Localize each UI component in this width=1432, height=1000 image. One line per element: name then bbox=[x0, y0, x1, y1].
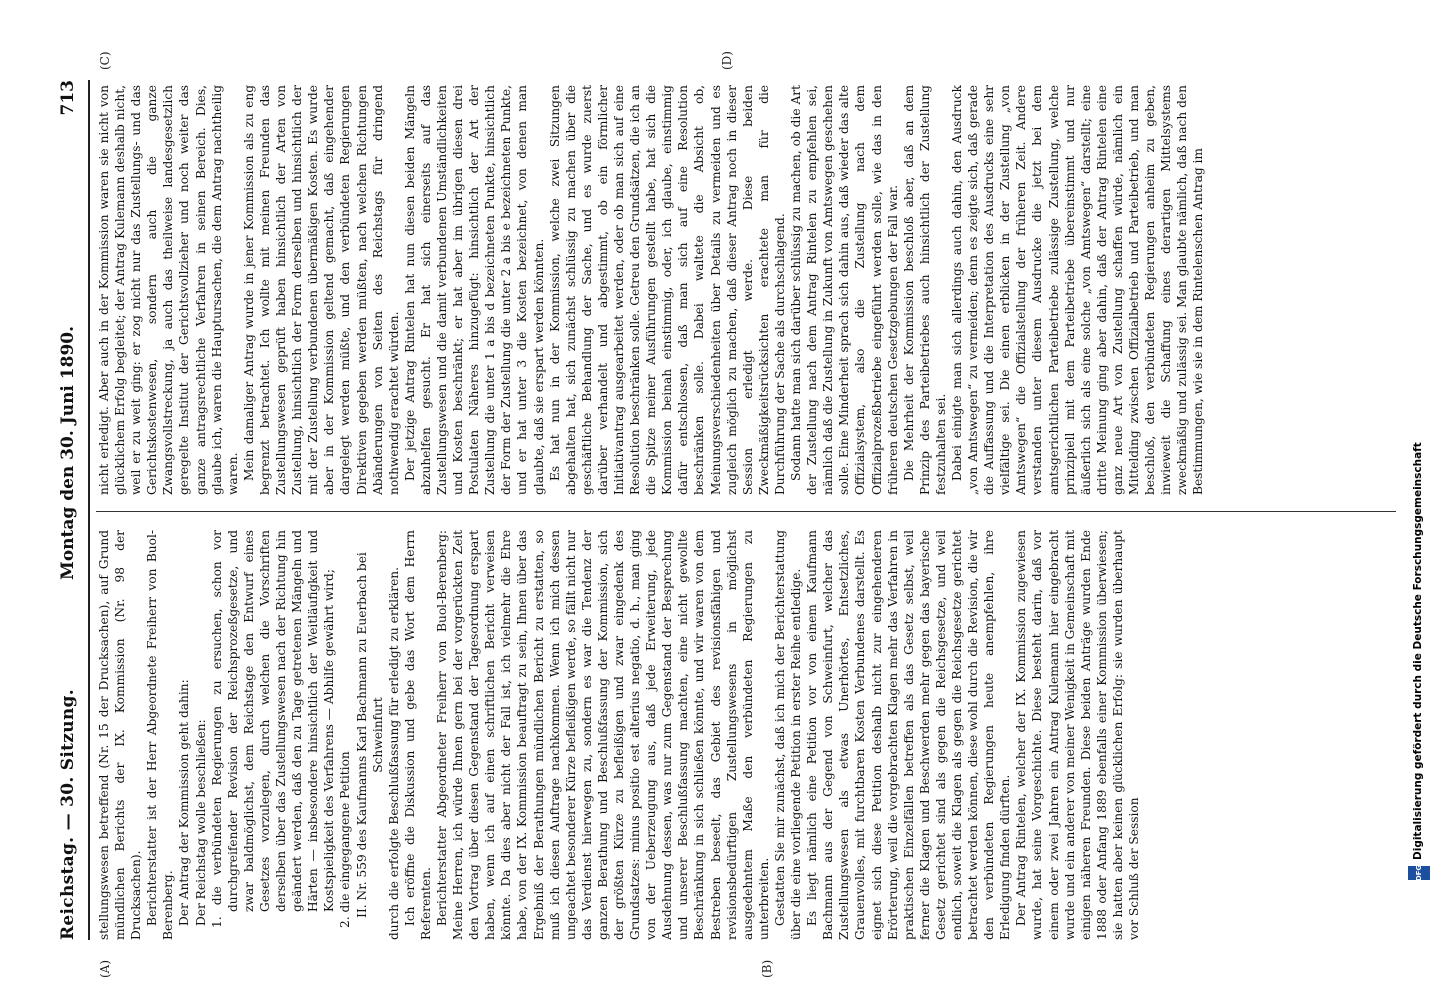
header-rule bbox=[88, 80, 90, 940]
paragraph: Der Reichstag wolle beschließen: bbox=[193, 719, 208, 926]
paragraph: Berichterstatter ist der Herr Abgeordnete Freiherr von Buol-Berenberg. bbox=[145, 530, 176, 940]
paragraph: durch die erfolgte Beschlußfassung für erledigt zu erklären. bbox=[386, 566, 401, 940]
paragraph: Der Antrag der Kommission geht dahin: bbox=[177, 679, 192, 926]
margin-marker-b: (B) bbox=[760, 959, 774, 978]
paragraph: nicht erledigt. Aber auch in der Kommission waren sie nicht von glücklichem Erfolg begleitet; der Antrag Kulemann deshalb nicht, weil er zu weit ging: er zog nicht nur das Zustellungs- und das Gerichtskostenwesen, sondern auch die ganze Zwangsvollstreckung, ja auch das theilweise landesgesetzlich geregelte Institut der Gerichtsvollzieher und noch weiter das ganze antragsrechtliche Verfahren in seinen Bereich. Dies, glaube ich, waren die Hauptursachen, die dem Antrag nachtheilig waren. bbox=[97, 85, 240, 495]
header-date: Montag den 30. Juni 1890. bbox=[58, 325, 78, 580]
dfg-logo: DFG bbox=[1408, 866, 1430, 880]
paragraph: Es hat nun in der Kommission, welche zwei Sitzungen abgehalten hat, sich zunächst schlüssig zu machen über die geschäftliche Behandlung der Sache, und es wurde zuerst darüber verhandelt und abgestimmt, ob ein förmlicher Initiativantrag ausgearbeitet werden, oder ob man sich auf eine Resolution beschränken solle. Getreu den Grundsätzen, die ich an die Spitze meiner Ausführungen gestellt habe, hat sich die Kommission beinah einstimmig, oder, ich glaube, einstimmig dafür entschlossen, daß man sich auf eine Resolution beschränken solle. Dabei waltete die Absicht ob, Meinungsverschiedenheiten über Details zu vermeiden und es zugleich möglich zu machen, daß dieser Antrag noch in dieser Session erledigt werde. Diese beiden Zweckmäßigkeitsrücksichten erachtete man für die Durchführung der Sache als durchschlagend. bbox=[547, 85, 787, 495]
paragraph: stellungswesen betreffend (Nr. 15 der Drucksachen), auf Grund mündlichen Berichts der IX. Kommission (Nr. 98 der Drucksachen). bbox=[97, 530, 144, 940]
paragraph: Es liegt nämlich eine Petition vor von einem Kaufmann Bachmann aus der Gegend von Schweinfurt, welcher das Zustellungswesen als etwas Unerhörtes, Entsetzliches, Grauenvolles, mit furchtbaren Kosten Verbundenes darstellt. Es eignet sich diese Petition deshalb nicht zur eingehenderen Erörterung, weil die vorgebrachten Klagen mehr das Verfahren in praktischen Einzelfällen betreffen als das Gesetz selbst, weil ferner die Klagen und Beschwerden mehr gegen das bayerische Gesetz gerichtet sind als gegen die Reichsgesetze, und weil endlich, soweit die Klagen als gegen die Reichsgesetze gerichtet betrachtet werden können, diese wohl durch die Revision, die wir den verbündeten Regierungen heute anempfehlen, ihre Erledigung finden dürften. bbox=[805, 530, 1013, 940]
paragraph: Dabei einigte man sich allerdings auch dahin, den Ausdruck „von Amtswegen“ zu vermeiden; denn es zeigte sich, daß gerade die Auffassung und die Interpretation des Ausdrucks eine sehr vielfältige sei. Die einen erblicken in der Zustellung „von Amtswegen“ die Offizialstellung der früheren Zeit. Andere verstanden unter diesem Ausdrucke die jetzt bei dem amtsgerichtlichen Parteibetriebe zulässige Zustellung, welche prinzipiell mit dem Parteibetriebe übereinstimmt und nur äußerlich sich als eine solche „von Amtswegen“ darstellt; eine dritte Meinung ging aber dahin, daß der Antrag Rintelen eine ganz neue Art von Zustellung schaffen würde, nämlich ein Mittelding zwischen Offizialbetrieb und Parteibetrieb, und man beschloß, den verbündeten Regierungen anheim zu geben, inwieweit die Schaffung eines derartigen Mittelsystems zweckmäßig und zulässig sei. Man glaubte nämlich, daß nach den Bestimmungen, wie sie in dem Rintelenschen Antrag im bbox=[949, 85, 1206, 495]
paragraph: Der jetzige Antrag Rintelen hat nun diesen beiden Mängeln abzuhelfen gesucht. Er hat sich einerseits auf das Zustellungswesen und die damit verbundenen Umständlichkeiten und Kosten beschränkt; er hat aber im übrigen diesen drei Postulaten Näheres hinzugefügt: hinsichtlich der Art der Zustellung die unter 1 a bis d bezeichneten Punkte, hinsichtlich der Form der Zustellung die unter 2 a bis e bezeichneten Punkte, und er hat unter 3 die Kosten bezeichnet, von denen man glaubte, daß sie erspart werden könnten. bbox=[402, 85, 546, 495]
paragraph: 2. die eingegangene Petition bbox=[338, 751, 353, 928]
paragraph: Der Antrag Rintelen, welcher der IX. Kommission zugewiesen wurde, hat seine Vorgeschichte. Diese besteht darin, daß vor einem oder zwei Jahren ein Antrag Kulemann hier eingebracht wurde und ein anderer von meiner Wenigkeit in Gemeinschaft mit einigen näheren Freunden. Diese beiden Anträge wurden Ende 1888 oder Anfang 1889 ebenfalls einer Kommission überwiesen; sie hatten aber keinen glücklichen Erfolg: sie wurden überhaupt vor Schluß der Session bbox=[1014, 530, 1141, 940]
left-column bbox=[96, 530, 1416, 940]
paragraph: 1. die verbündeten Regierungen zu ersuchen, schon vor durchgreifender Revision der Reichsprozeßgesetze, und zwar baldmöglichst, dem Reichstage den Entwurf eines Gesetzes vorzulegen, durch welchen die Vorschriften derselben über das Zustellungswesen nach der Richtung hin geändert werden, daß den zu Tage getretenen Mängeln und Härten — insbesondere hinsichtlich der Weitläufigkeit und Kostspieligkeit des Verfahrens — Abhilfe gewährt wird; bbox=[209, 530, 337, 928]
column-divider bbox=[96, 511, 1396, 512]
margin-marker-c: (C) bbox=[98, 51, 112, 70]
paragraph: Die Mehrheit der Kommission beschloß aber, daß an dem Prinzip des Parteibetriebes auch hinsichtlich der Zustellung festzuhalten sei. bbox=[901, 85, 948, 495]
header-session: Reichstag. — 30. Sitzung. bbox=[58, 689, 78, 940]
paragraph: Mein damaliger Antrag wurde in jener Kommission als zu eng begrenzt betrachtet. Ich wollte mit meinen Freunden das Zustellungswesen geprüft haben hinsichtlich der Arten von Zustellung, hinsichtlich der Form derselben und hinsichtlich der mit der Zustellung verbundenen übermäßigen Kosten. Es wurde aber in der Kommission geltend gemacht, daß eingehender dargelegt werden müßte, und den verbündeten Regierungen Direktiven gegeben werden müßten, nach welchen Richtungen Abänderungen von Seiten des Reichstags für dringend nothwendig erachtet würden. bbox=[241, 85, 401, 495]
digitization-note: Digitalisierung gefördert durch die Deutsche Forschungsgemeinschaft bbox=[1412, 442, 1424, 860]
right-column bbox=[96, 85, 1416, 495]
margin-marker-d: (D) bbox=[720, 51, 734, 70]
paragraph: Gestatten Sie mir zunächst, daß ich mich der Berichterstattung über die eine vorliegende Petition in erster Reihe entledige. bbox=[772, 530, 804, 940]
paragraph: II. Nr. 559 des Kaufmanns Karl Bachmann zu Euerbach bei Schweinfurt bbox=[354, 552, 385, 918]
paragraph: Ich eröffne die Diskussion und gebe das Wort dem Herrn Referenten. bbox=[402, 530, 433, 940]
paragraph: Berichterstatter Abgeordneter Freiherr von Buol-Berenberg: Meine Herren, ich würde Ihnen gern bei der vorgerückten Zeit den Vortrag über diesen Gegenstand der Tagesordnung erspart haben, wenn ich auf einen schriftlichen Bericht verweisen könnte. Da dies aber nicht der Fall ist, ich vielmehr die Ehre habe, von der IX. Kommission beauftragt zu sein, Ihnen über das Ergebniß der Berathungen mündlichen Bericht zu erstatten, so muß ich diesen Auftrage nachkommen. Wenn ich mich dessen ungeachtet besonderer Kürze befleißigen werde, so fällt nicht nur das Verdienst hierwegen zu, sondern es war die Tendenz der ganzen Berathung und Beschlußfassung der Kommission, sich der größten Kürze zu befleißigen und zwar eingedenk des Grundsatzes: minus positio est alterius negatio, d. h., man ging von der Ueberzeugung aus, daß jede Erweiterung, jede Ausdehnung dessen, was nur zum Gegenstand der Besprechung und unserer Beschlußfassung machten, eine nicht gewollte Beschränkung in sich schließen könnte, und wir waren von dem Bestreben beseelt, das Gebiet des revisionsfähigen und revisionsbedürftigen Zustellungswesens in möglichst ausgedehntem Maße den verbündeten Regierungen zu unterbreiten. bbox=[434, 530, 771, 940]
page-header bbox=[58, 80, 88, 940]
margin-marker-a: (A) bbox=[98, 959, 112, 978]
paragraph: Sodann hatte man sich darüber schlüssig zu machen, ob die Art der Zustellung nach dem Antrag Rintelen zu empfehlen sei, nämlich daß die Zustellung in Zukunft von Amtswegen geschehen solle. Eine Minderheit sprach sich dahin aus, daß wieder das alte Offizialsystem, also die Zustellung nach dem Offizialprozeßbetriebe eingeführt werden solle, wie das in den früheren deutschen Gesetzgebungen der Fall war. bbox=[789, 85, 900, 495]
page-number: 713 bbox=[58, 80, 78, 116]
